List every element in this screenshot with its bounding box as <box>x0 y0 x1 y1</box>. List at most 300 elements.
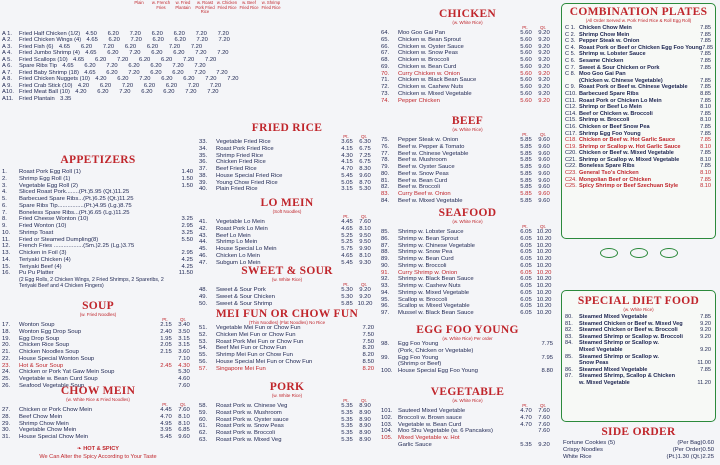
item-name: Boneless Spare Ribs <box>579 163 635 170</box>
item-price-quart: 10.20 <box>536 262 552 269</box>
item-number: C14. <box>565 110 577 117</box>
item-price: 7.85 <box>700 97 711 104</box>
item-number: 16. <box>2 270 11 277</box>
item-price-quart: 3.40 <box>178 322 190 328</box>
item-name: Fried Plantain <box>19 95 55 102</box>
item-name: Chicken w. Oyster Sauce <box>398 43 464 50</box>
item-price-pint: 4.70 <box>520 414 532 421</box>
item-name: Shrimp Fried Rice <box>216 152 264 159</box>
item-number: A 8. <box>2 76 12 83</box>
item-number: 87. <box>381 242 390 249</box>
list-item <box>379 91 556 98</box>
item-name: Steamed Mixed Vegetable <box>579 314 648 320</box>
item-number: C 3. <box>565 38 576 45</box>
item-number: 19. <box>2 335 11 342</box>
item-number: A 6. <box>2 63 12 70</box>
item-price: (Per Bag)0.60 <box>677 440 714 446</box>
item-price: 7.20 <box>362 325 374 331</box>
item-name: Barbecued Spare Ribs...(Pt.)6.25 (Qt.)11.25 <box>19 196 134 202</box>
item-price-quart: 8.30 <box>359 166 371 172</box>
item-number <box>565 347 579 354</box>
item-number: 92. <box>381 276 390 283</box>
item-price: 7.85 <box>700 51 711 58</box>
lomein-subtitle: (Soft Noodles) <box>272 209 302 214</box>
item-name: Moo Shu Vegetable (w. 6 Pancakes) <box>398 428 493 435</box>
item-price-pint: 5.60 <box>520 43 532 50</box>
item-price-pint: 6.05 <box>520 235 532 242</box>
item-name: Pepper Steak w. Onion <box>398 137 459 143</box>
item-price: 8.10 <box>700 117 711 124</box>
list-item <box>562 327 715 334</box>
wings-column-header: w. French Fries <box>151 0 171 10</box>
item-price-pint: 5.85 <box>520 137 532 143</box>
eggfoo-title: EGG FOO YOUNG <box>416 324 519 336</box>
item-price-quart: 9.50 <box>359 232 371 239</box>
item-price: 7.20 <box>183 56 195 63</box>
list-item <box>562 314 715 321</box>
item-name: Chicken or Pork Chow Mein <box>19 407 93 413</box>
item-price: 7.85 <box>700 31 711 38</box>
item-number: 72. <box>381 84 390 90</box>
item-price-pint: 5.35 <box>341 436 353 443</box>
friedrice-title: FRIED RICE <box>251 122 323 134</box>
item-price: 4.65 <box>85 50 97 57</box>
list-item <box>379 415 556 422</box>
item-number: 60. <box>199 416 208 423</box>
item-name: Fried Scallops (10) <box>19 56 68 63</box>
item-price-quart: 4.60 <box>178 376 190 382</box>
list-item <box>0 421 196 428</box>
item-price-quart: 9.20 <box>538 84 550 90</box>
list-item <box>379 303 556 310</box>
item-number: C12. <box>565 104 577 111</box>
item-name: Steamed Chicken or Beef w. Broccoli <box>579 327 678 334</box>
list-item <box>197 430 377 437</box>
item-price-quart: 9.20 <box>538 90 550 97</box>
item-price-pint: 6.05 <box>520 229 532 235</box>
item-number: A10. <box>2 89 14 96</box>
item-name: Sweet & Sour Chicken <box>216 293 275 300</box>
item-name: Chicken w. Snow Peas <box>398 50 458 57</box>
item-price: 7.85 <box>702 44 714 51</box>
sweetsour-column-headers: Pt. Qt. <box>343 282 367 287</box>
item-name: Beef w. Bean Curd <box>398 177 448 184</box>
item-price-quart: 9.60 <box>538 170 550 177</box>
item-name: Chicken Lo Mein <box>216 252 260 259</box>
item-number: 82. <box>381 184 390 191</box>
item-number: 46. <box>199 252 208 259</box>
list-item <box>379 137 556 144</box>
list-item <box>557 447 720 454</box>
item-name: Beef w. Snow Peas <box>398 170 449 177</box>
item-name: Steamed Shrimp, Scallop & Chicken <box>579 373 676 380</box>
item-price-pint: 5.25 <box>341 239 353 246</box>
item-price-quart: 9.60 <box>538 197 550 204</box>
beef-subtitle: (w. White Rice) <box>452 127 483 132</box>
item-number: 42. <box>199 225 208 232</box>
item-name: Wonton Soup <box>19 322 55 328</box>
list-item <box>379 184 556 191</box>
item-number: 73. <box>381 90 390 97</box>
item-name: Beef Chow Mein <box>19 413 63 420</box>
item-price-pint: 5.85 <box>520 177 532 184</box>
wings-column-header: Plain <box>134 0 144 5</box>
item-name: Steamed Shrimp or Scallop w. <box>579 340 659 347</box>
item-name: Fried Crab Stick (10) <box>19 82 73 89</box>
item-number: 35. <box>199 152 208 159</box>
list-item <box>0 407 196 414</box>
item-number: C 5. <box>565 51 576 58</box>
item-price: 6.20 <box>151 50 163 57</box>
list-item <box>379 77 556 84</box>
item-number: 53. <box>199 338 208 345</box>
list-item <box>562 117 715 124</box>
item-price: 7.20 <box>102 43 115 50</box>
list-item <box>562 111 715 118</box>
item-name: Shrimp w. Black Bean Sauce <box>398 276 474 283</box>
item-price-pint: 6.05 <box>520 242 532 249</box>
item-price-quart: 9.20 <box>538 43 550 50</box>
lomein-list <box>197 219 377 266</box>
chicken-subtitle: (w. White Rice) <box>452 20 483 25</box>
pork-column-headers: Pt. Qt. <box>343 398 367 403</box>
item-name: Mussel w. Black Bean Sauce <box>398 310 474 316</box>
eggfoo-list <box>379 341 556 375</box>
list-item <box>379 263 556 270</box>
item-name: w. Mixed Vegetable <box>579 379 630 386</box>
item-name: Shrimp w. Broccoli <box>579 117 630 124</box>
list-item <box>379 249 556 256</box>
list-item <box>0 196 196 203</box>
item-price-quart: 9.20 <box>538 77 550 84</box>
list-item <box>562 65 715 72</box>
item-name: Shrimp w. Bean Sprout <box>398 235 459 242</box>
item-number: 103. <box>381 421 393 428</box>
diet-list <box>562 314 715 387</box>
item-name: Shrimp or Beef Lo Mein <box>579 104 642 111</box>
item-name: Shrimp or Scallop w. Mixed Vegetable <box>579 156 680 163</box>
item-price-quart: 9.20 <box>538 97 550 104</box>
item-number: C 1. <box>565 25 576 31</box>
item-price-quart: 10.20 <box>536 289 552 296</box>
vegetable-list <box>379 408 556 449</box>
item-name: Mixed Vegetable <box>579 346 623 353</box>
list-item <box>0 336 196 343</box>
item-price: 7.20 <box>207 89 219 96</box>
item-price-pint: 4.65 <box>341 252 353 259</box>
item-price-quart: 8.10 <box>178 420 190 427</box>
item-price: 6.20 <box>124 43 137 50</box>
item-price: 8.10 <box>700 156 711 163</box>
list-item <box>379 164 556 171</box>
item-name: Curry Chicken w. Onion <box>398 70 460 77</box>
item-price-quart: 8.90 <box>359 416 371 423</box>
item-price: 5.50 <box>181 236 193 243</box>
item-price-quart: 8.70 <box>359 179 371 186</box>
item-name: Chicken w. Cashew Nuts <box>398 84 464 90</box>
item-price-pint: 4.45 <box>341 219 353 225</box>
item-name: Beef w. Broccoli <box>398 184 440 191</box>
list-item <box>197 332 377 339</box>
item-name: Curry Beef w. Onion <box>398 191 451 197</box>
leaf-ornament-icon <box>600 248 618 258</box>
item-price-quart: 9.20 <box>538 30 550 36</box>
item-number: 69. <box>381 63 390 70</box>
item-name: Roast Pork w. Mixed Veg <box>216 436 282 443</box>
item-price-pint: 5.85 <box>520 184 532 191</box>
item-price: 7.20 <box>217 31 229 37</box>
chowmein-column-headers: Pt. Qt. <box>162 402 186 407</box>
list-item <box>379 368 556 375</box>
item-name: Vegetable w. Bean Curd <box>398 421 462 428</box>
item-number: 93. <box>381 283 390 289</box>
combo-list <box>562 25 715 190</box>
item-number: 81. <box>565 320 573 327</box>
item-price: 8.20 <box>362 365 374 372</box>
item-price: 7.85 <box>700 150 711 157</box>
list-item <box>197 294 377 301</box>
item-name: Shrimp Chow Mein <box>579 31 630 38</box>
item-name: Young Chow Fried Rice <box>216 179 278 186</box>
item-number: A 3. <box>2 43 12 50</box>
menu-column-4 <box>557 0 720 465</box>
item-name: Roast Pork w. Snow Peas <box>216 423 284 430</box>
item-number: 18. <box>2 328 11 335</box>
item-name: Roast Pork w. Chinese Veg <box>216 403 288 409</box>
item-price: 6.20 <box>161 76 173 83</box>
item-price: 6.20 <box>183 76 195 83</box>
item-price-pint: 5.60 <box>520 84 532 90</box>
item-name: Roast Pork or Beef w. Chinese Vegetable <box>579 84 688 91</box>
item-number: A 5. <box>2 56 12 63</box>
item-price-pint: 5.45 <box>341 259 353 266</box>
list-item <box>379 178 556 185</box>
item-number: 96. <box>381 303 390 310</box>
list-item <box>197 287 377 294</box>
item-name: Sauteed Mixed Vegetable <box>398 408 466 414</box>
item-number: C 4. <box>565 44 576 51</box>
list-item <box>197 437 377 444</box>
item-price-pint: 5.05 <box>341 179 353 186</box>
item-price: 7.85 <box>700 137 711 144</box>
item-number: C18. <box>565 137 577 144</box>
item-name: Sesame Chicken <box>579 57 624 64</box>
item-price-quart: 7.60 <box>538 421 550 428</box>
list-item <box>379 442 556 449</box>
list-item <box>0 369 196 376</box>
list-item <box>379 98 556 105</box>
item-name: Fried Half Chicken (1/2) <box>19 31 81 37</box>
list-item <box>197 139 377 146</box>
item-price-quart: 10.20 <box>536 242 552 249</box>
list-item <box>0 356 196 363</box>
item-number: 41. <box>199 219 208 225</box>
chowmein-section <box>0 382 196 441</box>
item-name: Sweet & Sour Chicken or Pork <box>579 64 660 71</box>
wings-column-header: w. Shrimp Fried Rice <box>261 0 281 10</box>
item-price: 4.25 <box>181 263 193 270</box>
soup-subtitle: (w. Fried Noodles) <box>79 312 117 317</box>
item-number: C 6. <box>565 57 576 64</box>
item-price: 7.20 <box>227 76 239 83</box>
pork-section <box>197 381 377 444</box>
item-price-pint: 4.15 <box>341 145 353 152</box>
item-name: Roast Pork or Beef or Chicken Egg Foo Young <box>579 44 703 51</box>
item-name: Chicken w. Broccoli <box>398 57 450 63</box>
item-price: 2.95 <box>181 223 193 229</box>
seafood-list <box>379 229 556 317</box>
item-name: Roast Pork Mei Fun or Chow Fun <box>216 338 304 345</box>
list-item <box>197 410 377 417</box>
item-price: 6.20 <box>99 82 112 89</box>
item-number: 6. <box>2 202 7 209</box>
item-name: Broccoli w. Brown sauce <box>398 414 462 421</box>
item-price-quart: 9.60 <box>538 191 550 197</box>
item-name: Spare Ribs Tip <box>19 63 58 70</box>
item-name: Sliced Roast Pork........(Pt.)5.95 (Qt.)11.25 <box>19 189 130 196</box>
item-price-pint: 5.85 <box>520 164 532 170</box>
item-price-pint: 5.35 <box>341 403 353 409</box>
seafood-section <box>379 207 556 317</box>
item-name: Boneless Spare Ribs...(Pt.)6.65 (Lg.)11.25 <box>19 209 130 216</box>
item-name: Barbecued Spare Ribs <box>579 90 639 97</box>
item-price-quart: 9.20 <box>538 36 550 43</box>
item-price-pint: 6.05 <box>520 289 532 296</box>
item-price-pint: 5.45 <box>341 172 353 179</box>
item-price: (Pt.)1.30 (Qt.)2.25 <box>666 453 714 460</box>
beef-title: BEEF <box>451 115 484 127</box>
item-name: Chicken w. Bean Sprout <box>398 36 461 43</box>
item-name: Beef w. Pepper & Tomato <box>398 143 465 150</box>
item-price: 8.50 <box>362 358 374 365</box>
list-item <box>562 32 715 39</box>
list-item <box>0 203 196 210</box>
item-number: C17. <box>565 130 577 137</box>
item-price-quart: 10.20 <box>357 300 373 307</box>
item-price-pint: 6.05 <box>520 303 532 310</box>
item-price: 6.20 <box>172 69 184 76</box>
item-name: Plain Fried Rice <box>216 186 258 193</box>
item-number: C22. <box>565 163 577 170</box>
item-price-quart: 8.90 <box>359 403 371 409</box>
item-price: 4.65 <box>58 43 71 50</box>
item-name: Subgum Lo Mein <box>216 259 261 266</box>
list-item <box>379 270 556 277</box>
chowmein-list <box>0 407 196 441</box>
item-price-quart: 9.60 <box>538 157 550 164</box>
item-name: Shrimp w. Mixed Vegetable <box>398 289 470 296</box>
list-item <box>562 373 715 380</box>
item-price: 7.50 <box>362 331 374 338</box>
item-price-quart: 10.20 <box>536 235 552 242</box>
item-price-pint: 5.35 <box>341 430 353 436</box>
list-item <box>379 64 556 71</box>
list-item <box>379 229 556 236</box>
item-number: C16. <box>565 123 577 130</box>
item-price-pint: 2.40 <box>160 328 172 335</box>
list-item <box>197 339 377 346</box>
floral-ornament <box>557 248 720 261</box>
list-item <box>197 233 377 240</box>
list-item <box>379 84 556 91</box>
item-price: 1.50 <box>181 175 193 182</box>
soup-section <box>0 300 196 390</box>
item-name: Garlic Sauce <box>398 441 432 448</box>
list-item <box>379 297 556 304</box>
item-price-quart: 10.20 <box>536 283 552 289</box>
item-price-quart: 8.90 <box>359 409 371 416</box>
chicken-list <box>379 30 556 104</box>
item-name: Moo Goo Gai Pan <box>398 30 446 36</box>
item-price: 8.80 <box>541 368 553 374</box>
item-price: 7.20 <box>129 31 141 37</box>
item-name: Pepper Steak w. Onion <box>579 38 640 45</box>
lomein-section <box>197 197 377 266</box>
item-price-quart: 7.10 <box>178 355 190 362</box>
item-name: Chicken or Pork Yat Gaw Mein Soup <box>19 369 115 376</box>
item-number: 83. <box>381 191 390 197</box>
item-number: 29. <box>2 420 11 427</box>
item-number: C 7. <box>565 64 576 71</box>
pupu-platter-note: (2 Egg Rolls, 2 Chicken Wings, 2 Fried Shrimps, 2 Spareribs, 2 Teriyaki Beef and 4 Chicken Fingers) <box>19 277 164 289</box>
item-price: 4.20 <box>95 76 107 83</box>
item-price: 9.20 <box>700 320 711 327</box>
list-item <box>197 219 377 226</box>
side-list <box>557 440 720 460</box>
item-name: Egg Foo Young <box>398 341 439 347</box>
item-number: A 4. <box>2 50 12 57</box>
item-name: Hot & Sour Soup <box>19 362 64 369</box>
item-price: 8.10 <box>700 104 711 111</box>
chili-pepper-icon: ❧ <box>77 446 82 452</box>
side-title: SIDE ORDER <box>601 426 676 438</box>
chowmein-title: CHOW MEIN <box>60 385 136 397</box>
item-price-quart: 7.25 <box>359 152 371 159</box>
item-number: 64. <box>381 30 390 36</box>
item-number: 99. <box>381 354 390 361</box>
item-number: C11. <box>565 97 577 104</box>
item-price: 6.20 <box>108 37 120 44</box>
list-item <box>562 367 715 374</box>
item-price: 6.20 <box>163 89 175 96</box>
item-price-pint: 6.05 <box>520 249 532 256</box>
item-number: 97. <box>381 310 390 316</box>
item-number: A11. <box>2 95 14 102</box>
item-price-pint: 6.05 <box>520 276 532 283</box>
item-number: 10. <box>2 229 11 236</box>
item-name: Shrimp Mei Fun or Chow Fun <box>216 352 293 358</box>
item-name: Chicken w. Mixed Vegetable <box>398 90 472 97</box>
sweetsour-section <box>197 265 377 307</box>
item-price-quart: 7.60 <box>178 407 190 413</box>
seafood-column-headers: Pt. Qt. <box>522 224 546 229</box>
item-price-pint: 5.85 <box>520 191 532 197</box>
item-price: 6.20 <box>174 37 186 44</box>
item-price-pint: 3.95 <box>160 427 172 434</box>
item-price-quart: 10.20 <box>536 229 552 235</box>
item-price: 7.85 <box>700 57 711 64</box>
item-number: 80. <box>381 170 390 177</box>
item-number: 95. <box>381 296 390 303</box>
item-price: 7.20 <box>190 43 203 50</box>
item-price: 7.20 <box>117 56 129 63</box>
item-price-quart: 10.20 <box>536 296 552 303</box>
item-number: 85. <box>381 229 390 235</box>
wings-column-header: w. Roast Pork Fried Rice <box>195 0 215 15</box>
list-item <box>379 198 556 205</box>
item-price: 8.10 <box>700 170 711 177</box>
item-number: 86. <box>565 366 573 373</box>
